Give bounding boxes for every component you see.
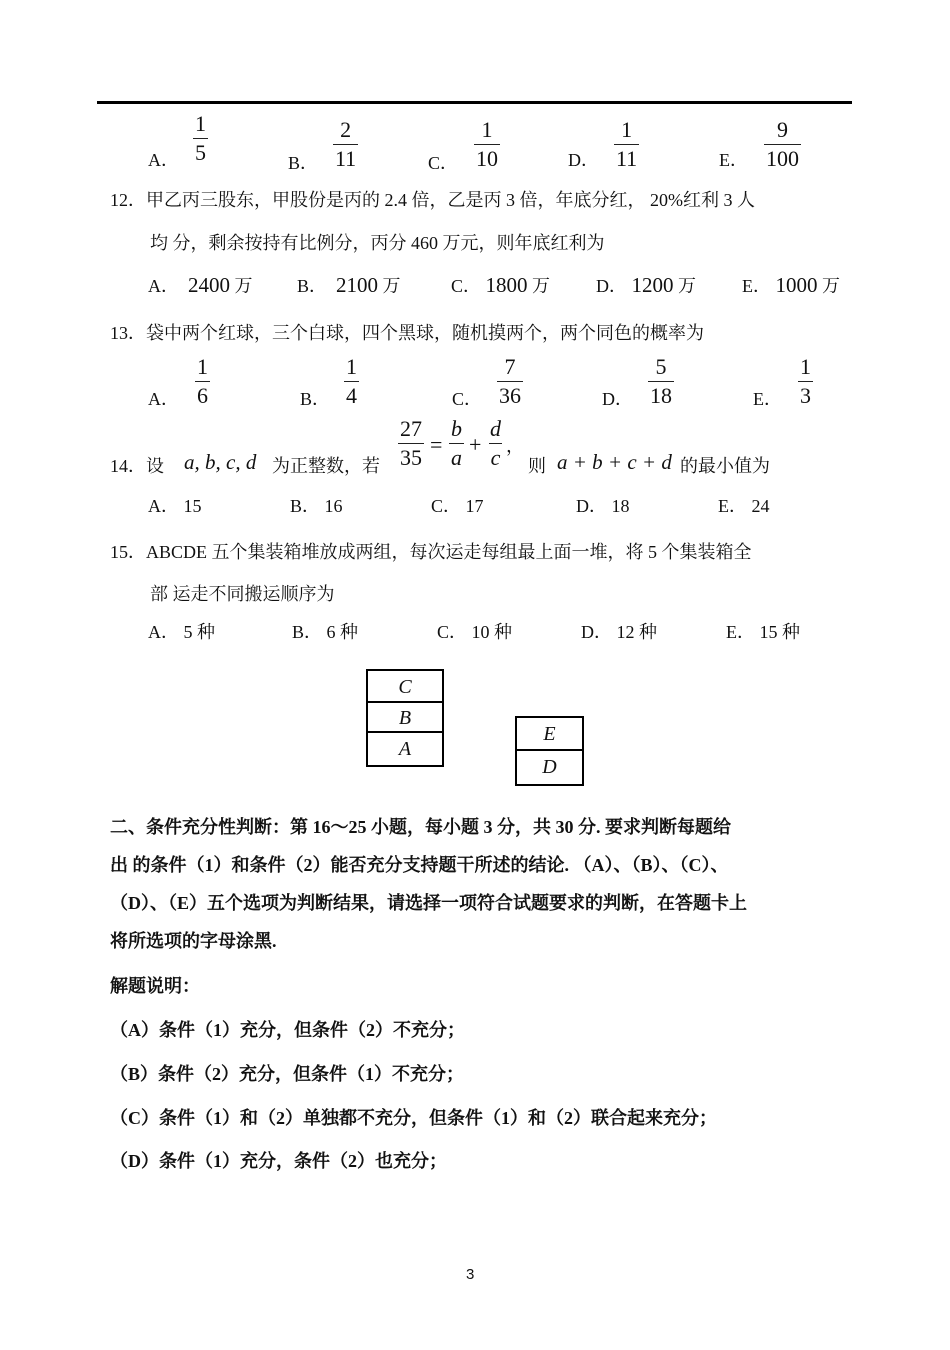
q11-option-d-label: D． [568, 150, 599, 170]
q11-option-e-fraction: $\frac{9}{100}$ [766, 117, 799, 171]
q14-option-a: A． 15 [148, 496, 202, 516]
q14-comma: ， [506, 436, 524, 456]
header-rule [97, 101, 852, 104]
section2-line4: 将所选项的字母涂黑. [110, 931, 277, 951]
q14-equals: = [430, 432, 443, 457]
q13-option-d-fraction: $\frac{5}{18}$ [650, 354, 672, 408]
stack-right-box-e: E [517, 718, 582, 751]
q14-mid: 为正整数，若 [272, 456, 380, 476]
q14-option-e: E． 24 [718, 496, 770, 516]
q14-vars: a, b, c, d [184, 450, 257, 474]
q15-option-a: A． 5 种 [148, 622, 215, 642]
page-number: 3 [466, 1266, 475, 1283]
section2-line1: 二、条件充分性判断：第 16～25 小题，每小题 3 分，共 30 分. 要求判断每题给 [110, 817, 731, 837]
container-stack-right [515, 716, 584, 786]
q12-stem-line2: 均 分，剩余按持有比例分，丙分 460 万元，则年底红利为 [150, 233, 605, 253]
q12-option-b: B． 2100 万 [297, 273, 401, 297]
q13-option-e-label: E． [753, 389, 782, 409]
q11-option-c-fraction: $\frac{1}{10}$ [476, 117, 498, 171]
q13-option-d-label: D． [602, 389, 633, 409]
q13-option-a-fraction: $\frac{1}{6}$ [197, 354, 208, 408]
q14-plus: + [469, 432, 482, 457]
stack-left-box-a: A [398, 738, 412, 760]
q13-option-b-fraction: $\frac{1}{4}$ [346, 354, 357, 408]
q12-option-d: D． 1200 万 [596, 273, 696, 297]
explanation-d: （D）条件（1）充分，条件（2）也充分； [110, 1151, 447, 1171]
q12-option-e: E． 1000 万 [742, 273, 840, 297]
q15-option-b: B． 6 种 [292, 622, 359, 642]
q11-option-a-fraction: $\frac{1}{5}$ [195, 111, 206, 165]
q15-stem-line1: 15．ABCDE 五个集装箱堆放成两组，每次运走每组最上面一堆，将 5 个集装箱全 [110, 542, 752, 562]
container-stack-left [366, 669, 444, 767]
q13-option-c-fraction: $\frac{7}{36}$ [499, 354, 521, 408]
explanation-c: （C）条件（1）和（2）单独都不充分，但条件（1）和（2）联合起来充分； [110, 1108, 717, 1128]
q11-option-b-fraction: $\frac{2}{11}$ [335, 117, 357, 171]
q13-option-b-label: B． [300, 389, 331, 409]
q14-fraction-b-a: $\frac{b}{a}$ [451, 416, 462, 470]
q15-option-d: D． 12 种 [581, 622, 657, 642]
stack-right-box-d: D [542, 756, 557, 778]
stack-left-box-c: C [368, 671, 442, 703]
explanation-a: （A）条件（1）充分，但条件（2）不充分； [110, 1020, 465, 1040]
q14-suffix: 的最小值为 [680, 456, 770, 476]
stack-left-box-b: B [368, 703, 442, 733]
explain-title: 解题说明： [110, 976, 200, 996]
q12-stem-line1: 12．甲乙丙三股东，甲股份是丙的 2.4 倍，乙是丙 3 倍，年底分红， 20%红利 3 人 [110, 190, 755, 210]
q15-stem-line2: 部 运走不同搬运顺序为 [150, 584, 335, 604]
section2-line3: （D）、（E）五个选项为判断结果，请选择一项符合试题要求的判断，在答题卡上 [110, 893, 748, 913]
q11-option-b-label: B． [288, 153, 319, 173]
q11-option-c-label: C． [428, 153, 459, 173]
q12-option-a: A． 2400 万 [148, 273, 253, 297]
section2-line2: 出 的条件（1）和条件（2）能否充分支持题干所述的结论. （A）、（B）、（C）、 [110, 855, 729, 875]
q14-expression: a + b + c + d [557, 450, 672, 474]
q12-option-c: C． 1800 万 [451, 273, 551, 297]
q13-option-c-label: C． [452, 389, 483, 409]
q14-prefix: 14．设 [110, 456, 164, 476]
q11-option-a-label: A． [148, 150, 179, 170]
q15-option-c: C． 10 种 [437, 622, 513, 642]
q11-option-d-fraction: $\frac{1}{11}$ [616, 117, 638, 171]
q14-option-b: B． 16 [290, 496, 343, 516]
q15-option-e: E． 15 种 [726, 622, 800, 642]
q14-option-c: C． 17 [431, 496, 484, 516]
q14-then: 则 [528, 456, 546, 476]
q13-option-a-label: A． [148, 389, 179, 409]
q11-option-e-label: E． [719, 150, 748, 170]
q14-option-d: D． 18 [576, 496, 630, 516]
q13-option-e-fraction: $\frac{1}{3}$ [800, 354, 811, 408]
q14-fraction-27-35: $\frac{27}{35}$ [400, 416, 422, 470]
q13-stem: 13．袋中两个红球，三个白球，四个黑球，随机摸两个，两个同色的概率为 [110, 323, 704, 343]
explanation-b: （B）条件（2）充分，但条件（1）不充分； [110, 1064, 465, 1084]
q14-fraction-d-c: $\frac{d}{c}$ [490, 416, 501, 470]
